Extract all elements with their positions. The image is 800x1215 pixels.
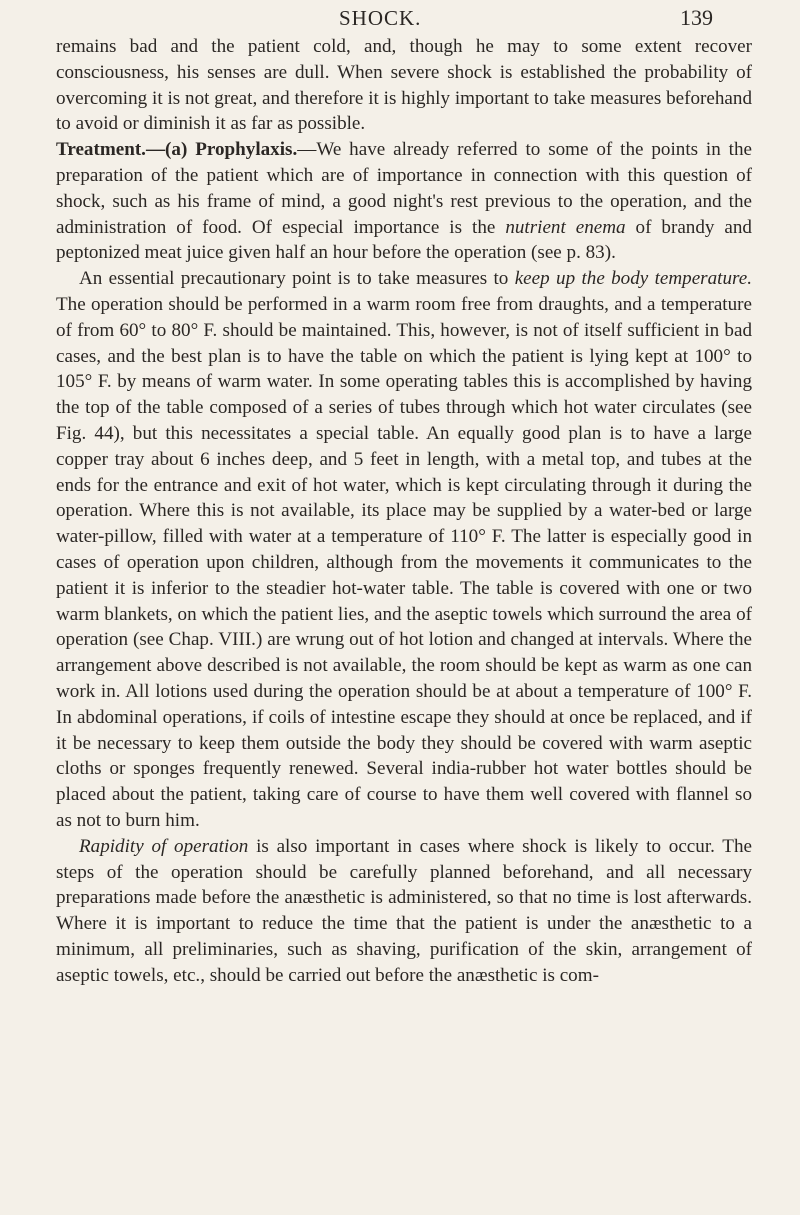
paragraph-1: remains bad and the patient cold, and, though he may to some extent recover consciousness, his senses are dull. When severe shock is established the probability of overcoming it is not great, and therefore it is highly important to take measures beforehand to avoid or diminish it as far as possible. [56,36,752,135]
body-text [56,34,752,988]
emphasis-text: Rapidity of operation [79,835,249,857]
paragraph-text: An essential precautionary point is to take measures to [79,268,515,290]
emphasis-text: nutrient enema [505,216,626,238]
treatment-heading: Treatment.—(a) Prophylaxis. [56,139,298,161]
paragraph-treatment [56,137,752,266]
paragraph-text: of brandy and peptonized meat juice given half an hour before the operation (see p. 83). [56,216,752,264]
running-title: SHOCK. [339,6,422,30]
paragraph-text: The operation should be performed in a warm room free from draughts, and a temperature of from 60° to 80° F. should be maintained. This, however, is not of itself sufficient in bad cases, and the best plan is to have the table on which the patient is lying kept at 100° to 105° F. by means of warm water. In some operating tables this is accomplished by having the top of the table composed of a series of tubes through which hot water circulates (see Fig. 44), but this necessitates a special table. An equally good plan is to have a large copper tray about 6 inches deep, and 5 feet in length, with a metal top, and tubes at the ends for the entrance and exit of hot water, which is kept circulating through it during the operation. Where this is not available, its place may be supplied by a water-bed or large water-pillow, filled with water at a temperature of 110° F. The latter is especially good in cases of operation upon children, although from the movements it communicates to the patient it is inferior to the steadier hot-water table. The table is covered with one or two warm blankets, on which the patient lies, and the aseptic towels which surround the area of operation (see Chap. VIII.) are wrung out of hot lotion and changed at intervals. Where the arrangement above described is not available, the room should be kept as warm as one can work in. All lotions used during the operation should be at about a temperature of 100° F. In abdominal operations, if coils of intestine escape they should at once be replaced, and if it be necessary to keep them outside the body they should be covered with warm aseptic cloths or sponges frequently renewed. Several india-rubber hot water bottles should be placed about the patient, taking care of course to have them well covered with flannel so as not to burn him. [56,293,752,831]
paragraph-rapidity [56,834,752,989]
page-number: 139 [680,5,713,30]
paragraph-text: is also important in cases where shock is likely to occur. The steps of the operation should be carefully planned beforehand, and all necessary preparations made before the anæsthetic is administered, so that no time is lost afterwards. Where it is important to reduce the time that the patient is under the anæsthetic to a minimum, all preliminaries, such as shaving, purification of the skin, arrangement of aseptic towels, etc., should be carried out before the anæsthetic is com- [56,835,752,986]
paragraph-body-temperature [56,266,752,834]
paragraph-text: —We have already referred to some of the points in the preparation of the patient which are of importance in connection with this question of shock, such as his frame of mind, a good night's rest previous to the operation, and the administration of food. Of especial importance is the [56,139,752,238]
emphasis-text: keep up the body temperature. [514,268,752,290]
